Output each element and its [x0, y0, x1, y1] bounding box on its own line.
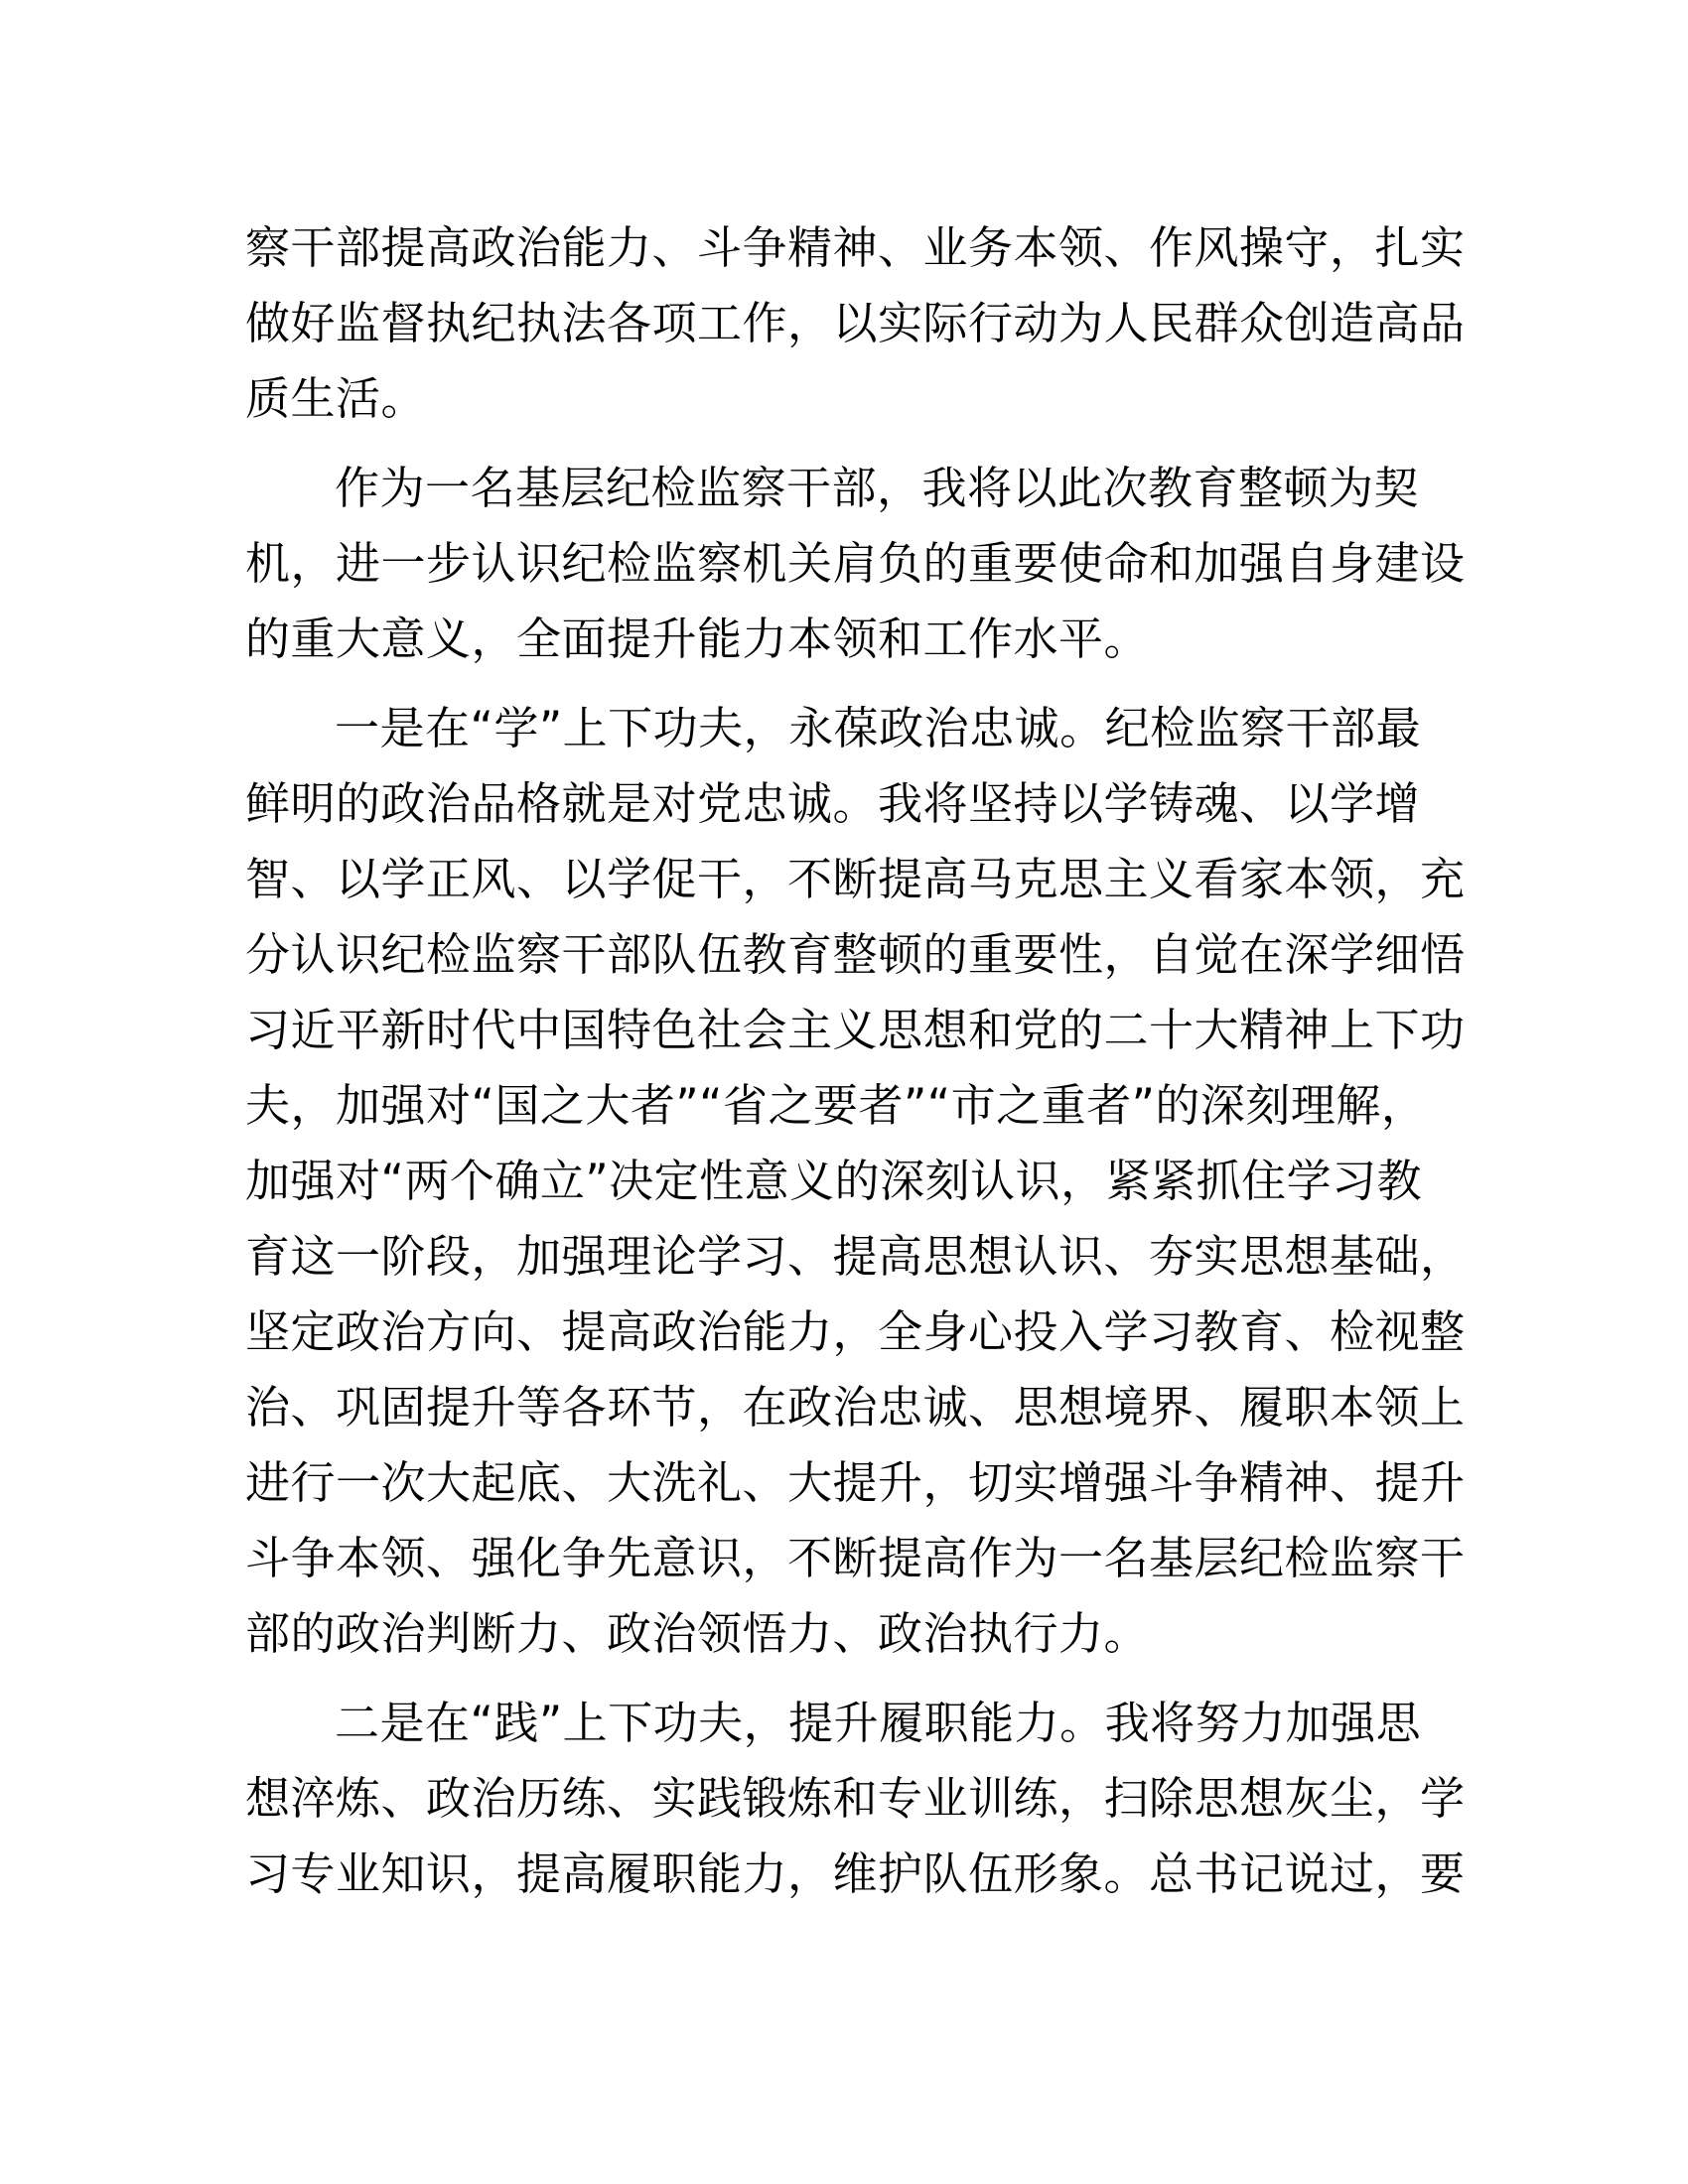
text-line: 进行一次大起底、大洗礼、大提升，切实增强斗争精神、提升 [245, 1456, 1466, 1509]
text-line: 做好监督执纪执法各项工作，以实际行动为人民群众创造高品 [245, 297, 1466, 349]
text-line: 分认识纪检监察干部队伍教育整顿的重要性，自觉在深学细悟 [245, 928, 1466, 981]
text-line: 夫，加强对“国之大者”“省之要者”“市之重者”的深刻理解， [245, 1079, 1427, 1132]
paragraph-3 [245, 691, 1466, 1672]
text-line: 部的政治判断力、政治领悟力、政治执行力。 [245, 1607, 1150, 1660]
text-line: 坚定政治方向、提高政治能力，全身心投入学习教育、检视整 [245, 1305, 1466, 1358]
text-line: 质生活。 [245, 372, 427, 425]
text-line: 机，进一步认识纪检监察机关肩负的重要使命和加强自身建设 [245, 537, 1466, 590]
text-line: 一是在“学”上下功夫，永葆政治忠诚。纪检监察干部最 [335, 702, 1422, 754]
paragraph-2 [245, 451, 1466, 677]
text-line: 治、巩固提升等各环节，在政治忠诚、思想境界、履职本领上 [245, 1381, 1466, 1433]
paragraph-1 [245, 210, 1466, 437]
text-line: 加强对“两个确立”决定性意义的深刻认识，紧紧抓住学习教 [245, 1155, 1423, 1207]
text-line: 习近平新时代中国特色社会主义思想和党的二十大精神上下功 [245, 1004, 1466, 1056]
document-body [245, 210, 1466, 1926]
text-line: 察干部提高政治能力、斗争精神、业务本领、作风操守，扎实 [245, 221, 1466, 274]
text-line: 的重大意义，全面提升能力本领和工作水平。 [245, 613, 1150, 665]
paragraph-4 [245, 1686, 1466, 1912]
text-line: 鲜明的政治品格就是对党忠诚。我将坚持以学铸魂、以学增 [245, 777, 1421, 830]
text-line: 二是在“践”上下功夫，提升履职能力。我将努力加强思 [335, 1697, 1422, 1749]
text-line: 作为一名基层纪检监察干部，我将以此次教育整顿为契 [335, 462, 1420, 514]
text-line: 智、以学正风、以学促干，不断提高马克思主义看家本领，充 [245, 853, 1466, 905]
text-line: 习专业知识，提高履职能力，维护队伍形象。总书记说过，要 [245, 1847, 1466, 1900]
text-line: 育这一阶段，加强理论学习、提高思想认识、夯实思想基础， [245, 1230, 1466, 1283]
text-line: 想淬炼、政治历练、实践锻炼和专业训练，扫除思想灰尘，学 [245, 1772, 1466, 1825]
text-line: 斗争本领、强化争先意识，不断提高作为一名基层纪检监察干 [245, 1532, 1466, 1584]
